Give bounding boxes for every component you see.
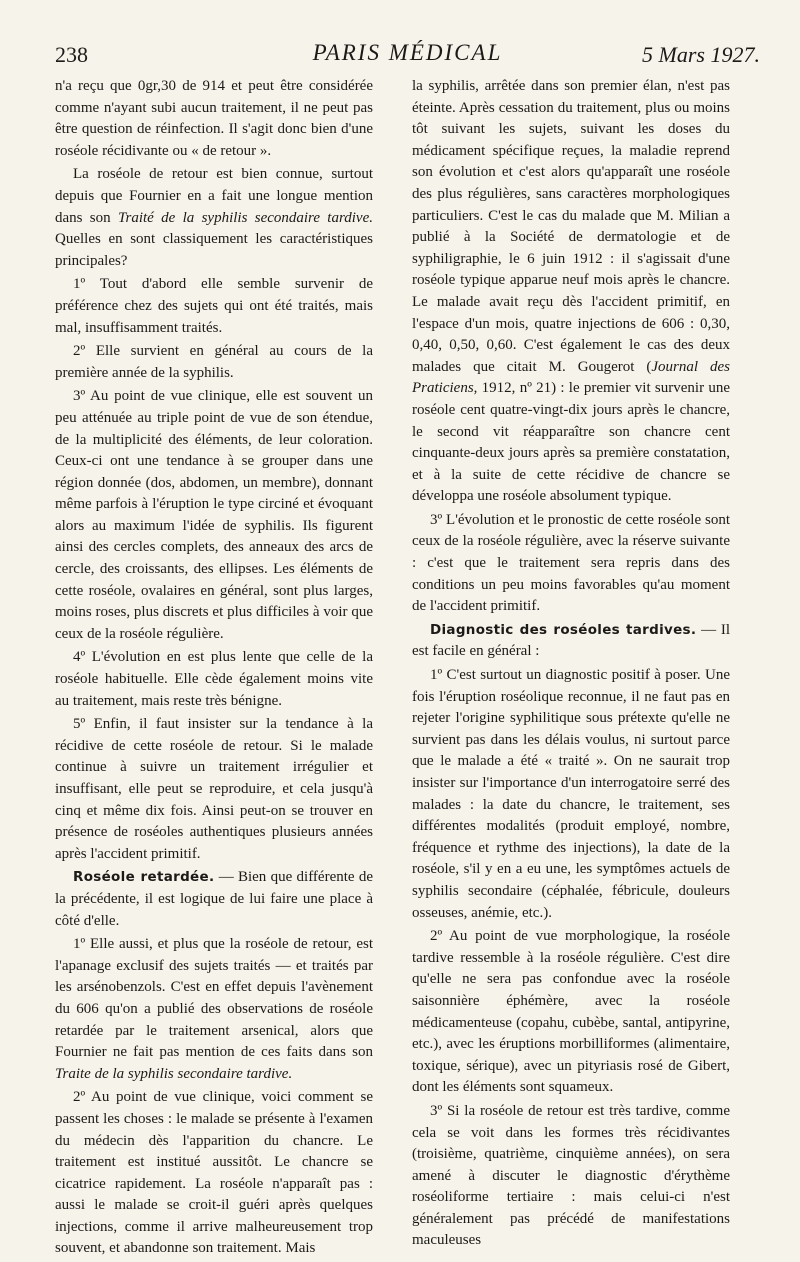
paragraph: 2º Au point de vue clinique, voici comment se passent les choses : le malade se présente à l'examen du médecin dès l'apparition du chancre. Le traitement est institué aussitôt. Le chancre se cicatrice rapidement. La roséole n'apparaît pas : aussi le malade se croit-il guéri après quelques injections, comme il arrive malheureusement trop souvent, et abandonne son traitement. Mais [55, 1089, 373, 1257]
paragraph: 5º Enfin, il faut insister sur la tendance à la récidive de cette roséole de retour. Si le malade continue à suivre un traitement irrégulier et insuffisant, elle peut se reproduire, et cela jusqu'à cinq et même dix fois. Ainsi peut-on se trouver en présence de roséoles authentiques plusieurs années après l'accident primitif. [55, 716, 373, 862]
page-header [55, 40, 760, 68]
paragraph: 2º Elle survient en général au cours de la première année de la syphilis. [55, 343, 373, 381]
issue-date: 5 Mars 1927. [642, 42, 760, 67]
section-heading: Diagnostic des roséoles tardives. [430, 621, 697, 638]
paragraph: 3º Si la roséole de retour est très tardive, comme cela se voit dans les formes très récidivantes (troisième, quatrième, cinquième années), on sera amené à discuter le diagnostic d'érythème roséoliforme tertiaire : mais celui-ci n'est généralement pas précédé de manifestations maculeuses [412, 1102, 730, 1249]
paragraph: 1º Tout d'abord elle semble survenir de préférence chez des sujets qui ont été traités, mais mal, insuffisamment traités. [55, 276, 373, 336]
paragraph: 3º Au point de vue clinique, elle est souvent un peu atténuée au triple point de vue de son étendue, de la multiplicité des éléments, de leur coloration. Ceux-ci ont une tendance à se grouper dans une région donnée (dos, abdomen, un membre), donnant même parfois à l'éruption le type circiné et évoquant alors au maximum l'idée de syphilis. Ils figurent ainsi des cercles complets, des anneaux des arcs de cercle, des croissants, des ellipses. Les éléments de cette roséole, ovalaires en général, sont plus larges, moins roses, plus discrets et plus difficiles à voir que ceux de la roséole régulière. [55, 388, 373, 642]
paragraph: la syphilis, arrêtée dans son premier élan, n'est pas éteinte. Après cessation du traitement, plus ou moins tôt suivant les sujets, suivant les doses du médicament spécifique reçues, la maladie reprend son évolution et c'est alors qu'apparaît une roséole des plus régulières, sans caractères morphologiques particuliers. C'est le cas du malade que M. Milian a publié à la Société de dermatologie et de syphiligraphie, le 6 juin 1912 : il s'agissait d'une roséole typique apparue neuf mois après le chancre. Le malade avait reçu dès l'accident primitif, en l'espace d'un mois, quatre injections de 606 : 0,30, 0,40, 0,50, 0,60. C'est également le cas des deux malades que citait M. Gougerot (Journal des Praticiens, 1912, nº 21) : le premier vit survenir une roséole cent quatre-vingt-dix jours après le chancre, le second vit réapparaître son chancre cent cinquante-deux jours après sa première constatation, et à la suite de cette récidive de chancre se développa une roséole absolument typique. [412, 78, 730, 505]
section-paragraph: Diagnostic des roséoles tardives. — Il est facile en général : [412, 621, 730, 660]
paragraph: 2º Au point de vue morphologique, la roséole tardive ressemble à la roséole régulière. C'est dire qu'elle ne sera pas confondue avec la roséole saisonnière éphémère, avec la roséole médicamenteuse (copahu, cubèbe, santal, antipyrine, etc.), avec les éruptions morbilliformes (alimentaire, toxique, sérique), avec un pityriasis rosé de Gibert, dont les éléments sont squameux. [412, 928, 730, 1096]
right-column [412, 76, 730, 1254]
section-heading: Roséole retardée. [73, 869, 215, 886]
section-paragraph: Roséole retardée. — Bien que différente de la précédente, il est logique de lui faire une place à côté d'elle. [55, 869, 374, 929]
paragraph: 4º L'évolution en est plus lente que celle de la roséole habituelle. Elle cède également moins vite au traitement, mais reste très bénigne. [55, 649, 373, 709]
paragraph: n'a reçu que 0gr,30 de 914 et peut être considérée comme n'ayant subi aucun traitement, il ne peut pas être question de réinfection. Il s'agit donc bien d'une roséole récidivante ou « de retour ». [55, 78, 373, 159]
left-column [55, 76, 373, 1262]
paragraph: 3º L'évolution et le pronostic de cette roséole sont ceux de la roséole régulière, avec la réserve suivante : c'est que le traitement sera repris dans des conditions un peu moins favorables qu'au moment de l'accident primitif. [412, 511, 730, 615]
paragraph: La roséole de retour est bien connue, surtout depuis que Fournier en a fait une longue mention dans son Traité de la syphilis secondaire tardive. Quelles en sont classiquement les caractéristiques principales? [55, 166, 373, 269]
paragraph: 1º Elle aussi, et plus que la roséole de retour, est l'apanage exclusif des sujets traités — et traités par les arsénobenzols. C'est en effet depuis l'avènement du 606 qu'on a publié des observations de roséole retardée par le traitement arsenical, alors que Fournier ne fait pas mention de ces faits dans son Traite de la syphilis secondaire tardive. [55, 936, 373, 1082]
journal-title: PARIS MÉDICAL [312, 40, 503, 65]
page-number: 238 [55, 42, 88, 67]
paragraph: 1º C'est surtout un diagnostic positif à poser. Une fois l'éruption roséolique reconnue, il ne faut pas en rejeter l'origine syphilitique sous prétexte qu'elle ne survient pas dans les délais voulus, ni surtout parce que le malade a été « traité ». On ne saurait trop insister sur l'importance d'un interrogatoire serré des malades : la date du chancre, le traitement, ses différentes modalités (produit employé, nombre, fréquence et rythme des injections), la date de la roséole, s'il y en a eu une, les symptômes actuels de syphilis secondaire (céphalée, fébricule, douleurs osseuses, anémie, etc.). [412, 667, 730, 921]
